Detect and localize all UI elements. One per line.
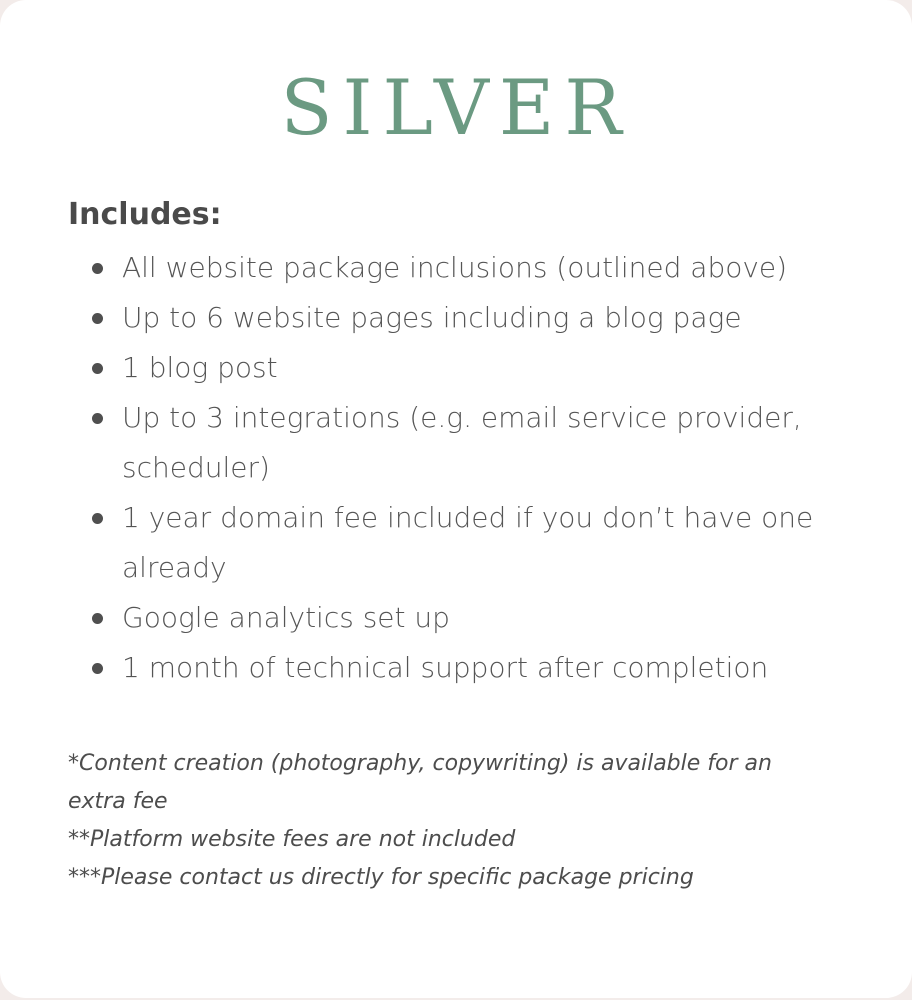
bullet-icon (92, 663, 103, 674)
feature-text: Up to 6 website pages including a blog page (122, 301, 742, 334)
feature-text: 1 year domain fee included if you don’t have one already (122, 501, 814, 584)
feature-item (68, 643, 838, 693)
feature-item (68, 243, 838, 293)
bullet-icon (92, 263, 103, 274)
footnote-platform-fees: **Platform website fees are not included (68, 827, 516, 852)
bullet-icon (92, 313, 103, 324)
package-title: SILVER (280, 63, 632, 152)
bullet-icon (92, 513, 103, 524)
bullet-icon (92, 363, 103, 374)
includes-heading: Includes: (68, 197, 222, 232)
feature-text: 1 blog post (122, 351, 278, 384)
feature-text: 1 month of technical support after completion (122, 651, 769, 684)
feature-item (68, 393, 838, 493)
feature-text: Up to 3 integrations (e.g. email service provider, scheduler) (122, 401, 802, 484)
feature-item (68, 593, 838, 643)
feature-item (68, 343, 838, 393)
feature-item (68, 493, 838, 593)
bullet-icon (92, 413, 103, 424)
feature-list (68, 243, 838, 693)
feature-text: Google analytics set up (122, 601, 450, 634)
footnotes (68, 745, 828, 897)
bullet-icon (92, 613, 103, 624)
feature-text: All website package inclusions (outlined above) (122, 251, 788, 284)
footnote-content-creation: *Content creation (photography, copywriting) is available for an extra fee (68, 751, 772, 814)
footnote-contact-pricing: ***Please contact us directly for specific package pricing (68, 865, 694, 890)
feature-item (68, 293, 838, 343)
